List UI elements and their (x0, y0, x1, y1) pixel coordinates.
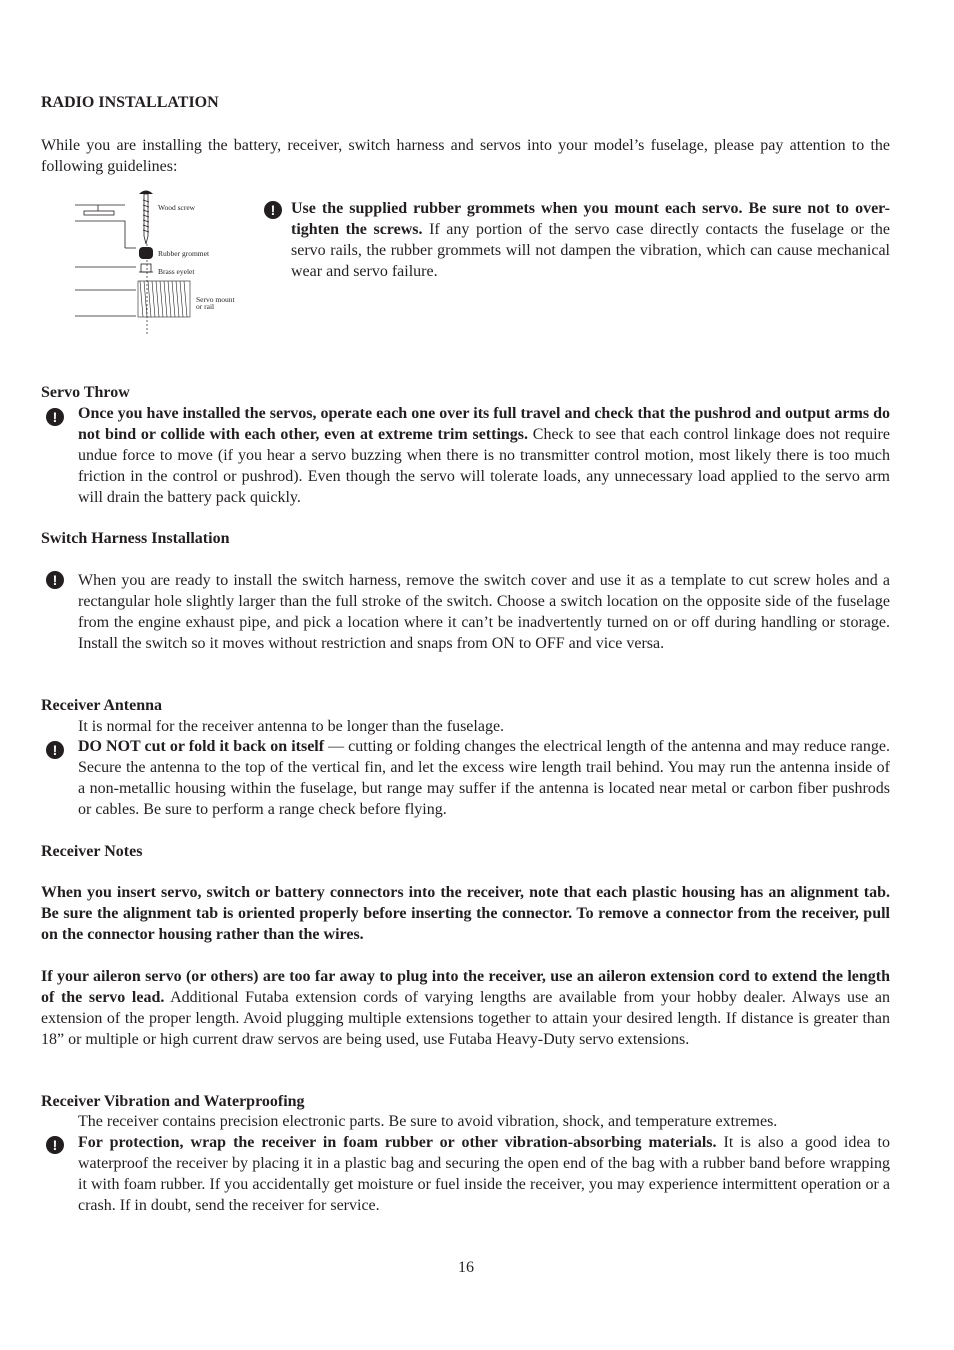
receiver-notes-heading: Receiver Notes (41, 843, 143, 860)
wood-screw-label: Wood screw (158, 203, 196, 212)
grommet-note (291, 198, 890, 282)
switch-harness-paragraph: When you are ready to install the switch harness, remove the switch cover and use it as a template to cut screw holes and a rectangular hole slightly larger than the full stroke of the switch. Choose a switch location on the opposite side of the fuselage from the engine exhaust pipe, and pick a location where it can’t be inadvertently turned on or off during handling or storage. Install the switch so it moves without restriction and snaps from ON to OFF and vice versa. (78, 572, 890, 652)
grommet-note-bold: Use the supplied rubber grommets when you mount each servo. Be sure not to over-tighten the screws. (291, 200, 890, 238)
page-title: RADIO INSTALLATION (41, 94, 219, 111)
receiver-antenna-text: — cutting or folding changes the electrical length of the antenna and may reduce range. Secure the antenna to the top of the vertical fin, and let the excess wire length trail behind. You may run the antenna inside of a non-metallic housing within the fuselage, but range may suffer if the antenna is located near metal or carbon fiber pushrods or cables. Be sure to perform a range check before flying. (78, 738, 891, 818)
warning-icon: ! (264, 201, 282, 219)
rubber-grommet-label: Rubber grommet (158, 249, 210, 258)
servo-throw-bold: Once you have installed the servos, operate each one over its full travel and check that the pushrod and output arms do not bind or collide with each other, even at extreme trim settings. (78, 405, 890, 443)
receiver-notes-bold-1: When you insert servo, switch or battery connectors into the receiver, note that each plastic housing has an alignment tab. Be sure the alignment tab is oriented properly before inserting the connector. To remove a connector from the receiver, pull on the connector housing rather than the wires. (41, 884, 890, 943)
receiver-vibration-paragraph (78, 1132, 890, 1216)
grommet-note-text: If any portion of the servo case directly contacts the fuselage or the servo rails, the rubber grommets will not dampen the vibration, which can cause mechanical wear and servo failure. (291, 221, 890, 280)
servo-mount-label-line2: or rail (196, 302, 215, 311)
receiver-antenna-bold: DO NOT cut or fold it back on itself (78, 738, 325, 755)
servo-throw-text: Check to see that each control linkage does not require undue force to move (if you hear a servo buzzing when there is no transmitter control motion, most likely there is too much friction in the control or pushrod). Even though the servo will tolerate loads, any unnecessary load applied to the servo arm will drain the battery pack quickly. (78, 426, 890, 506)
receiver-vibration-heading: Receiver Vibration and Waterproofing (41, 1093, 305, 1110)
switch-harness-heading: Switch Harness Installation (41, 530, 230, 547)
warning-icon: ! (46, 571, 64, 589)
receiver-notes-text-2: Additional Futaba extension cords of varying lengths are available from your hobby dealer. Always use an extension of the proper length. Avoid plugging multiple extensions together to attain your desired length. If distance is greater than 18” or multiple or high current draw servos are being used, use Futaba Heavy-Duty servo extensions. (41, 989, 891, 1048)
receiver-notes-bold-2: If your aileron servo (or others) are too far away to plug into the receiver, use an aileron extension cord to extend the length of the servo lead. (41, 968, 890, 1006)
servo-mount-label: Servo mount (196, 295, 235, 304)
receiver-antenna-intro: It is normal for the receiver antenna to be longer than the fuselage. (78, 718, 505, 735)
warning-icon: ! (46, 408, 64, 426)
receiver-vibration-bold: For protection, wrap the receiver in foam rubber or other vibration-absorbing materials. (78, 1134, 717, 1151)
receiver-notes-paragraph-2 (41, 966, 890, 1050)
warning-icon: ! (46, 741, 64, 759)
receiver-antenna-heading: Receiver Antenna (41, 697, 163, 714)
servo-throw-paragraph (78, 403, 890, 508)
receiver-vibration-intro: The receiver contains precision electronic parts. Be sure to avoid vibration, shock, and temperature extremes. (78, 1113, 778, 1130)
receiver-antenna-paragraph (78, 736, 890, 820)
brass-eyelet-label: Brass eyelet (158, 267, 195, 276)
intro-paragraph: While you are installing the battery, receiver, switch harness and servos into your model’s fuselage, please pay attention to the following guidelines: (41, 137, 890, 175)
warning-icon: ! (46, 1136, 64, 1154)
receiver-vibration-text: It is also a good idea to waterproof the receiver by placing it in a plastic bag and securing the open end of the bag with a rubber band before wrapping it with foam rubber. If you accidentally get moisture or fuel inside the receiver, you may experience intermittent operation or a crash. If in doubt, send the receiver for service. (78, 1134, 890, 1214)
receiver-notes-paragraph-1 (41, 882, 890, 945)
servo-mount-diagram (70, 186, 250, 338)
page-number: 16 (458, 1259, 474, 1276)
servo-throw-heading: Servo Throw (41, 384, 130, 401)
